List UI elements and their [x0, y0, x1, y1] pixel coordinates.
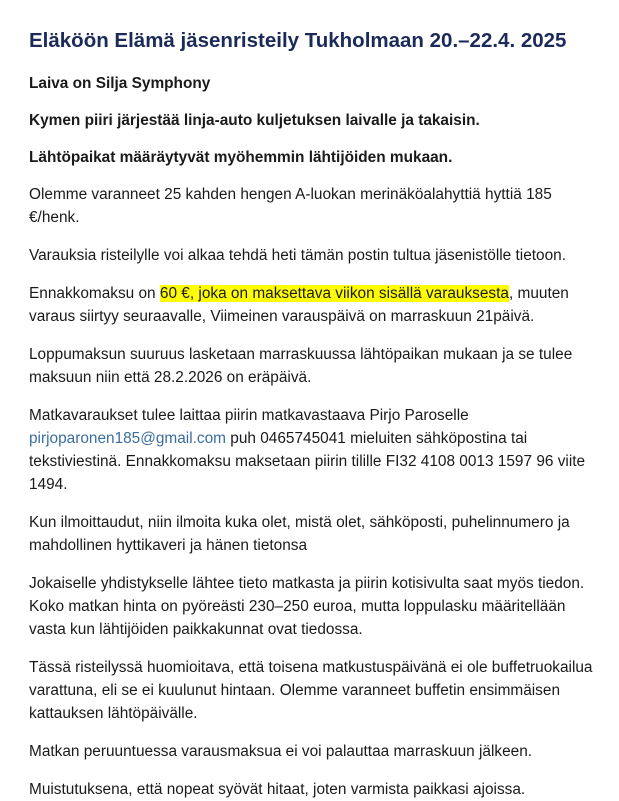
page-title: Eläköön Elämä jäsenristeily Tukholmaan 20.–22.4. 2025: [29, 29, 567, 52]
deposit-highlight: 60 €, joka on maksettava viikon sisällä varauksesta: [159, 285, 509, 302]
buffet-info-paragraph: Tässä risteilyssä huomioitava, että toisena matkustuspäivänä ei ole buffetruokailua varattuna, eli se ei kuulunut hintaan. Olemme varanneet buffetin ensimmäisen kattauksen lähtöpäivälle.: [29, 659, 593, 722]
price-info-paragraph: Jokaiselle yhdistykselle lähtee tieto matkasta ja piirin kotisivulta saat myös tiedon. Koko matkan hinta on pyöreästi 230–250 euroa, mutta loppulasku määritellään vasta kun lähtijöiden paikkakunnat ovat tiedossa.: [29, 575, 585, 638]
deposit-suffix: , muuten varaus siirtyy seuraavalle, Viimeinen varauspäivä on marraskuun 21päivä.: [29, 285, 569, 325]
bus-transport-line: Kymen piiri järjestää linja-auto kuljetuksen laivalle ja takaisin.: [29, 112, 480, 129]
contact-suffix: puh 0465745041 mieluiten sähköpostina tai tekstiviestinä. Ennakkomaksu maksetaan piirin tilille FI32 4108 0013 1597 96 viite 1494.: [29, 430, 586, 493]
final-payment-paragraph: Loppumaksun suuruus lasketaan marraskuussa lähtöpaikan mukaan ja se tulee maksuun niin että 28.2.2026 on eräpäivä.: [29, 346, 573, 386]
cabins-paragraph: Olemme varanneet 25 kahden hengen A-luokan merinäköalahyttiä hyttiä 185 €/henk.: [29, 186, 552, 226]
contact-paragraph: [29, 404, 599, 496]
registration-info-paragraph: Kun ilmoittaudut, niin ilmoita kuka olet, mistä olet, sähköposti, puhelinnumero ja mahdollinen hyttikaveri ja hänen tietonsa: [29, 514, 570, 554]
departure-points-line: Lähtöpaikat määräytyvät myöhemmin lähtijöiden mukaan.: [29, 149, 453, 166]
booking-start-paragraph: Varauksia risteilylle voi alkaa tehdä heti tämän postin tultua jäsenistölle tietoon.: [29, 247, 566, 264]
deposit-prefix: Ennakkomaksu on: [29, 285, 160, 302]
deposit-paragraph: [29, 282, 599, 328]
reminder-paragraph: Muistutuksena, että nopeat syövät hitaat, joten varmista paikkasi ajoissa.: [29, 781, 526, 798]
contact-email-link[interactable]: pirjoparonen185@gmail.com: [29, 430, 226, 447]
ship-name-line: Laiva on Silja Symphony: [29, 75, 211, 92]
contact-prefix: Matkavaraukset tulee laittaa piirin matkavastaava Pirjo Paroselle: [29, 407, 469, 424]
cancellation-paragraph: Matkan peruuntuessa varausmaksua ei voi palauttaa marraskuun jälkeen.: [29, 743, 533, 760]
